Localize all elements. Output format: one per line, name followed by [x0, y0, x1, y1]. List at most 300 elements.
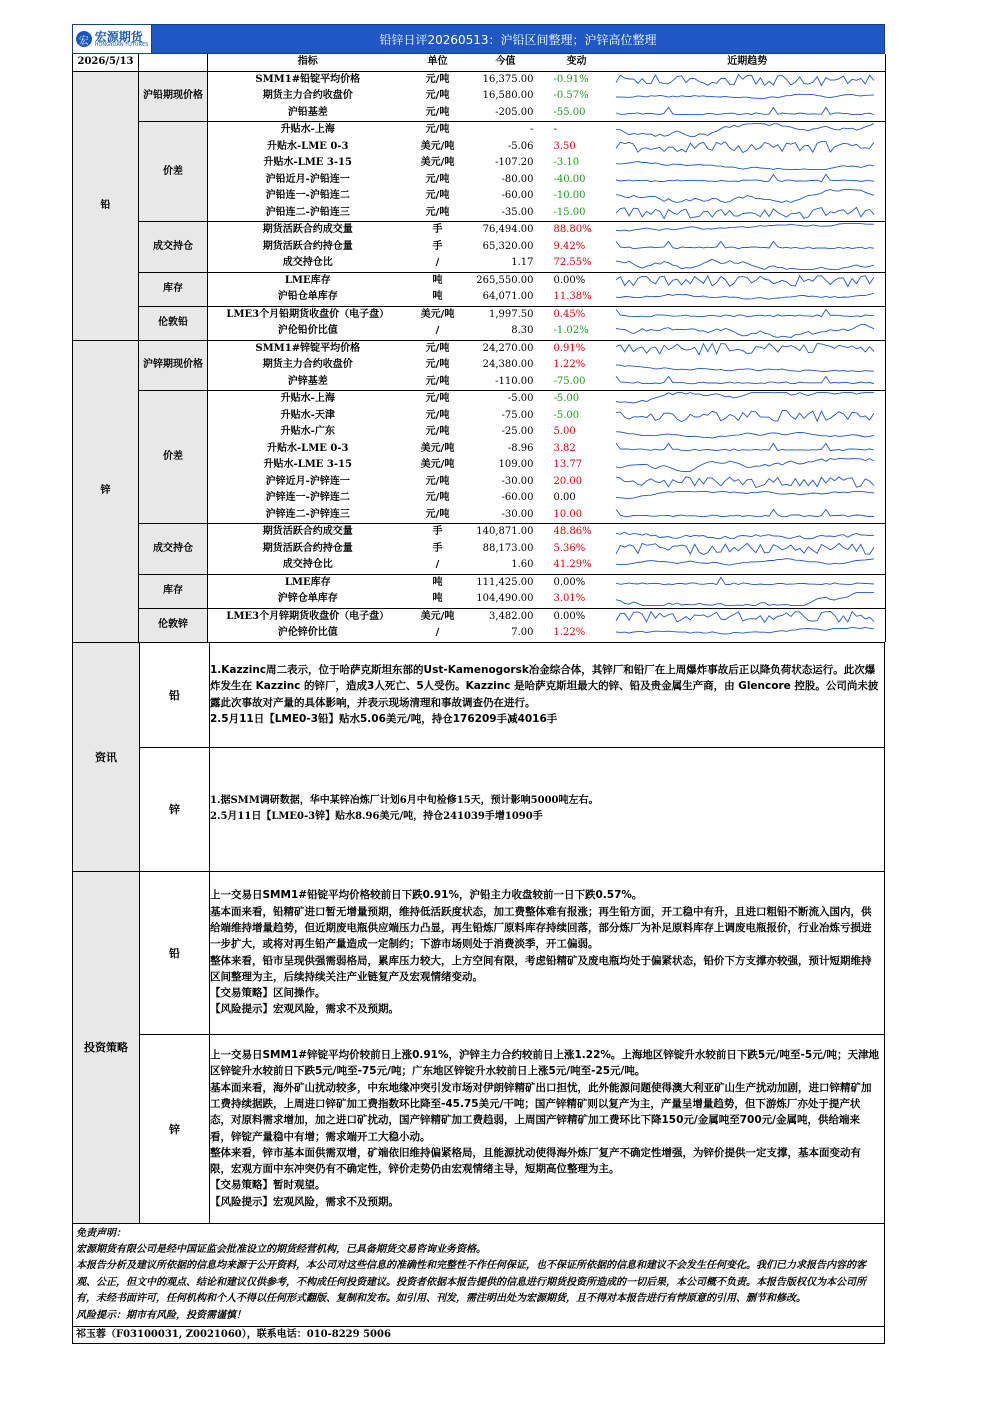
trend-chart — [610, 424, 884, 440]
trend-chart-line — [616, 476, 874, 487]
group-name: 伦敦锌 — [139, 608, 208, 642]
logo-mark-icon: 宏 — [76, 31, 92, 47]
indicator-unit: 美元/吨 — [408, 608, 468, 625]
change-value: -0.57% — [553, 90, 589, 102]
news-label: 资讯 — [73, 643, 140, 871]
indicator-unit: 吨 — [408, 272, 468, 289]
today-value: -110.00 — [495, 375, 534, 387]
trend-sparkline — [610, 441, 886, 458]
today-value: 265,550.00 — [468, 272, 544, 289]
indicator-name: 成交持仓比 — [282, 257, 333, 269]
indicator-unit: 吨 — [408, 574, 468, 591]
trend-sparkline — [610, 222, 886, 239]
indicator-unit: 美元/吨 — [420, 140, 455, 152]
change-value: -55.00 — [553, 106, 586, 118]
disclaimer-line-3: 风险提示：期市有风险，投资需谨慎！ — [76, 1309, 246, 1321]
news-zinc-text — [210, 748, 884, 871]
indicator-name: 沪铅连一-沪铅连二 — [265, 190, 350, 202]
group-name: 沪锌期现价格 — [139, 340, 208, 391]
indicator-name: 升贴水-天津 — [280, 409, 335, 421]
trend-sparkline — [610, 490, 886, 507]
change-value: 0.00% — [544, 608, 610, 625]
trend-chart-line — [616, 611, 874, 622]
report-title: 铅锌日评20260513：沪铅区间整理；沪锌高位整理 — [152, 25, 884, 53]
trend-chart-line — [616, 190, 874, 203]
trend-sparkline — [610, 122, 886, 139]
trend-chart-line — [616, 577, 874, 584]
change-value: -15.00 — [553, 206, 586, 218]
indicator-unit: 美元/吨 — [420, 442, 455, 454]
trend-chart — [610, 408, 884, 424]
disclaimer-title: 免责声明： — [76, 1227, 126, 1239]
indicator-unit: 元/吨 — [425, 190, 450, 202]
trend-sparkline — [610, 574, 886, 591]
trend-chart-line — [616, 432, 874, 438]
indicator-unit: / — [435, 257, 440, 269]
group-name: 伦敦铅 — [139, 306, 208, 340]
indicator-name: 升贴水-上海 — [208, 122, 408, 139]
indicator-unit: 手 — [432, 240, 443, 252]
trend-sparkline — [610, 71, 886, 88]
indicator-unit: 手 — [408, 524, 468, 541]
group-name: 价差 — [139, 122, 208, 222]
change-value: 5.00 — [553, 426, 576, 438]
indicator-name: 期货活跃合约成交量 — [208, 222, 408, 239]
change-value: -40.00 — [553, 173, 586, 185]
trend-sparkline — [610, 608, 886, 625]
indicator-unit: 元/吨 — [408, 122, 468, 139]
trend-chart — [610, 541, 884, 557]
indicator-unit: 元/吨 — [425, 90, 450, 102]
trend-chart — [610, 341, 884, 357]
indicator-unit: 美元/吨 — [420, 157, 455, 169]
trend-chart-line — [616, 376, 874, 383]
trend-chart-line — [616, 559, 874, 566]
col-indicator: 指标 — [208, 54, 408, 71]
trend-chart — [610, 307, 884, 323]
report-date: 2026/5/13 — [73, 54, 139, 71]
trend-chart — [610, 441, 884, 457]
change-value: 3.50 — [553, 140, 576, 152]
trend-chart — [610, 625, 884, 641]
trend-chart — [610, 474, 884, 490]
indicator-unit: 元/吨 — [425, 206, 450, 218]
indicator-unit: 元/吨 — [425, 409, 450, 421]
trend-sparkline — [610, 289, 886, 306]
change-value: -3.10 — [553, 157, 580, 169]
trend-sparkline — [610, 541, 886, 558]
trend-chart-line — [616, 627, 874, 634]
trend-chart-line — [616, 325, 874, 338]
change-value: - — [544, 122, 610, 139]
indicator-unit: 元/吨 — [425, 106, 450, 118]
disclaimer-line-2: 本报告分析及建议所依据的信息均来源于公开资料，本公司对这些信息的准确性和完整性不作任何保证，也不保证所依据的信息和建议不会发生任何变化。我们已力求报告内容的客观、公正，但文中的观点、结论和建议仅供参考，不构成任何投资建议。投资者依据本报告提供的信息进行期货投资所造成的一切后果，本公司概不负责。本报告版权仅为本公司所有，未经书面许可，任何机构和个人不得以任何形式翻版、复制和发布。如引用、刊发，需注明出处为宏源期货，且不得对本报告进行有悖原意的引用、删节和修改。 — [76, 1260, 866, 1305]
today-value: 8.30 — [511, 325, 534, 337]
strategy-lead-p5: 【风险提示】宏观风险，需求不及预期。 — [210, 1003, 399, 1016]
trend-sparkline — [610, 374, 886, 391]
indicator-unit: / — [435, 325, 440, 337]
trend-sparkline — [610, 205, 886, 222]
strategy-zinc-p4: 【交易策略】暂时观望。 — [210, 1179, 326, 1192]
change-value: -5.00 — [553, 409, 580, 421]
today-value: -60.00 — [501, 190, 534, 202]
strategy-zinc-p5: 【风险提示】宏观风险，需求不及预期。 — [210, 1195, 399, 1208]
trend-chart-line — [616, 410, 874, 421]
group-name: 成交持仓 — [139, 524, 208, 575]
trend-chart — [610, 490, 884, 506]
today-value: - — [468, 122, 544, 139]
news-lead-label: 铅 — [140, 643, 210, 747]
indicator-name: 沪铅仓单库存 — [277, 291, 338, 303]
indicator-name: 沪锌连二-沪锌连三 — [265, 508, 350, 520]
news-block — [72, 642, 885, 871]
trend-sparkline — [610, 391, 886, 408]
trend-sparkline — [610, 172, 886, 189]
strategy-lead-label: 铅 — [140, 872, 210, 1034]
change-value: -5.00 — [544, 391, 610, 408]
data-row — [73, 272, 886, 289]
indicator-unit: 吨 — [432, 291, 443, 303]
today-value: -5.00 — [468, 391, 544, 408]
today-value: 76,494.00 — [468, 222, 544, 239]
trend-chart-line — [616, 492, 874, 499]
today-value: 24,380.00 — [482, 359, 534, 371]
today-value: -205.00 — [495, 106, 534, 118]
trend-sparkline — [610, 306, 886, 323]
trend-chart-line — [616, 443, 874, 450]
trend-sparkline — [610, 139, 886, 156]
news-lead-text — [210, 643, 884, 747]
indicator-unit: 手 — [408, 222, 468, 239]
trend-sparkline — [610, 357, 886, 374]
today-value: 24,270.00 — [468, 340, 544, 357]
strategy-lead-p3: 整体来看，铅市呈现供强需弱格局，累库压力较大，上方空间有限，考虑铅精矿及废电瓶均处于偏紧状态，铅价下方支撑亦较强，预计短期维持区间整理为主，后续持续关注产业链复产及宏观情绪变动。 — [210, 954, 872, 983]
indicator-name: LME库存 — [208, 272, 408, 289]
today-value: 88,173.00 — [482, 542, 534, 554]
today-value: 1.60 — [511, 559, 534, 571]
today-value: -60.00 — [501, 492, 534, 504]
trend-chart-line — [616, 365, 874, 371]
today-value: 109.00 — [498, 459, 534, 471]
indicator-name: LME库存 — [208, 574, 408, 591]
indicator-name: SMM1#铅锭平均价格 — [208, 71, 408, 88]
change-value: 3.01% — [553, 593, 586, 605]
indicator-name: 升贴水-LME 3-15 — [263, 459, 352, 471]
trend-chart-line — [616, 343, 874, 354]
strategy-zinc-p1: 上一交易日SMM1#锌锭平均价较前日上涨0.91%，沪锌主力合约较前日上涨1.22%。上海地区锌锭升水较前日下跌5元/吨至-5元/吨；天津地区锌锭升水较前日下跌5元/吨至-75元/吨；广东地区锌锭升水较前日上涨5元/吨至-25元/吨。 — [210, 1049, 880, 1078]
trend-chart — [610, 255, 884, 271]
indicator-unit: 吨 — [432, 593, 443, 605]
report-header — [72, 24, 885, 54]
today-value: 7.00 — [511, 627, 534, 639]
trend-chart — [610, 122, 884, 138]
change-value: 13.77 — [553, 459, 583, 471]
trend-chart-line — [616, 309, 874, 316]
trend-chart — [610, 507, 884, 523]
col-today: 今值 — [468, 54, 544, 71]
disclaimer — [72, 1223, 885, 1327]
change-value: 3.82 — [553, 442, 576, 454]
trend-chart-line — [616, 124, 874, 137]
trend-chart — [610, 524, 884, 540]
logo-en: HONGYUAN FUTURES — [94, 41, 149, 48]
trend-sparkline — [610, 239, 886, 256]
indicator-name: 升贴水-广东 — [280, 426, 335, 438]
trend-sparkline — [610, 105, 886, 122]
indicator-name: LME3个月铅期货收盘价（电子盘） — [208, 306, 408, 323]
indicator-name: 沪铅近月-沪铅连一 — [265, 173, 350, 185]
change-value: 0.00 — [553, 492, 576, 504]
indicator-name: 期货主力合约收盘价 — [262, 359, 353, 371]
trend-chart-line — [616, 532, 874, 538]
strategy-lead-p4: 【交易策略】区间操作。 — [210, 987, 326, 1000]
group-name: 库存 — [139, 574, 208, 608]
indicator-unit: 元/吨 — [408, 340, 468, 357]
company-logo — [73, 25, 152, 53]
market-data-table — [72, 54, 886, 642]
trend-sparkline — [610, 625, 886, 642]
trend-chart — [610, 172, 884, 188]
trend-chart — [610, 374, 884, 390]
indicator-name: 沪伦锌价比值 — [277, 627, 338, 639]
strategy-lead-p2: 基本面来看，铅精矿进口暂无增量预期，维持低活跃度状态，加工费整体难有报涨；再生铅方面，开工稳中有升，且进口粗铅不断流入国内，供给端维持增量趋势，但近期废电瓶供应端压力凸显，再生铅炼厂原料库存持续回落，部分炼厂为补足原料库存上调废电瓶报价，行业冶炼亏损进一步扩大，或将对再生铅产量造成一定制约；下游市场则处于消费淡季，开工偏弱。 — [210, 905, 872, 951]
trend-chart-line — [616, 224, 874, 231]
trend-sparkline — [610, 323, 886, 340]
col-trend: 近期趋势 — [610, 54, 886, 71]
today-value: 1.17 — [511, 257, 534, 269]
indicator-unit: 元/吨 — [425, 173, 450, 185]
strategy-zinc-text — [210, 1035, 884, 1223]
change-value: 1.22% — [553, 627, 586, 639]
trend-chart-line — [616, 141, 874, 152]
trend-chart — [610, 457, 884, 473]
news-zinc-label: 锌 — [140, 748, 210, 871]
indicator-unit: / — [435, 627, 440, 639]
trend-chart-line — [616, 260, 874, 270]
section-category: 铅 — [73, 71, 139, 340]
trend-chart-line — [616, 275, 874, 286]
trend-sparkline — [610, 188, 886, 205]
indicator-unit: / — [435, 559, 440, 571]
data-row — [73, 306, 886, 323]
data-row — [73, 340, 886, 357]
trend-chart — [610, 72, 884, 88]
change-value: 48.86% — [544, 524, 610, 541]
indicator-name: 沪锌连一-沪锌连二 — [265, 492, 350, 504]
indicator-name: 期货活跃合约持仓量 — [262, 542, 353, 554]
today-value: -80.00 — [501, 173, 534, 185]
change-value: 5.36% — [553, 542, 586, 554]
report-sheet — [72, 24, 885, 1344]
trend-sparkline — [610, 457, 886, 474]
trend-chart — [610, 591, 884, 607]
indicator-name: 升贴水-LME 3-15 — [263, 157, 352, 169]
today-value: 16,375.00 — [468, 71, 544, 88]
data-row — [73, 122, 886, 139]
indicator-name: 升贴水-LME 0-3 — [267, 442, 349, 454]
trend-chart — [610, 105, 884, 121]
trend-chart-line — [616, 509, 874, 516]
indicator-name: 沪铅连二-沪铅连三 — [265, 206, 350, 218]
change-value: -10.00 — [553, 190, 586, 202]
column-header-row — [73, 54, 886, 71]
indicator-name: 期货活跃合约持仓量 — [262, 240, 353, 252]
change-value: 72.55% — [553, 257, 592, 269]
today-value: -107.20 — [495, 157, 534, 169]
logo-cn: 宏源期货 — [94, 29, 143, 44]
indicator-name: 期货活跃合约成交量 — [208, 524, 408, 541]
change-value: 11.38% — [553, 291, 592, 303]
change-value: 0.91% — [544, 340, 610, 357]
change-value: 1.22% — [553, 359, 586, 371]
news-zinc-p2: 2.5月11日【LME0-3锌】贴水8.96美元/吨，持仓241039手增1090手 — [210, 811, 543, 822]
trend-chart — [610, 391, 884, 407]
strategy-lead-text — [210, 872, 884, 1034]
indicator-unit: 元/吨 — [408, 71, 468, 88]
col-blank — [139, 54, 208, 71]
disclaimer-line-1: 宏源期货有限公司是经中国证监会批准设立的期货经营机构，已具备期货交易咨询业务资格。 — [76, 1243, 486, 1255]
indicator-name: 成交持仓比 — [282, 559, 333, 571]
news-lead-p2: 2.5月11日【LME0-3铅】贴水5.06美元/吨，持仓176209手减4016手 — [210, 712, 558, 725]
change-value: -0.91% — [544, 71, 610, 88]
trend-chart-line — [616, 294, 874, 300]
indicator-unit: 美元/吨 — [408, 306, 468, 323]
trend-chart-line — [616, 94, 874, 98]
trend-chart — [610, 557, 884, 573]
group-name: 价差 — [139, 391, 208, 524]
trend-chart — [610, 88, 884, 104]
today-value: 1,997.50 — [468, 306, 544, 323]
indicator-unit: 美元/吨 — [420, 459, 455, 471]
today-value: 64,071.00 — [482, 291, 534, 303]
trend-sparkline — [610, 255, 886, 272]
trend-chart-line — [616, 207, 874, 218]
trend-chart — [610, 239, 884, 255]
news-zinc-p1: 1.据SMM调研数据，华中某锌冶炼厂计划6月中旬检修15天，预计影响5000吨左右。 — [210, 794, 599, 806]
news-lead-p1: 1.Kazzinc周二表示，位于哈萨克斯坦东部的Ust-Kamenogorsk冶金综合体，其锌厂和铅厂在上周爆炸事故后正以降负荷状态运行。此次爆炸发生在 Kazzinc 的锌厂，造成3人死亡、5人受伤。Kazzinc 是哈萨克斯坦最大的锌、铅及贵金属生产商，由 Glencore 控股。公司尚未披露此次事故对产量的具体影响，并表示现场清理和事故调查仍在进行。 — [210, 663, 879, 709]
trend-chart-line — [616, 593, 874, 606]
indicator-name: 升贴水-LME 0-3 — [267, 140, 349, 152]
trend-chart-line — [616, 393, 874, 403]
indicator-name: 沪铅基差 — [287, 106, 328, 118]
indicator-name: LME3个月锌期货收盘价（电子盘） — [208, 608, 408, 625]
today-value: -5.06 — [507, 140, 534, 152]
group-name: 成交持仓 — [139, 222, 208, 273]
trend-chart — [610, 609, 884, 625]
trend-chart — [610, 155, 884, 171]
trend-chart-line — [616, 162, 874, 170]
indicator-unit: 元/吨 — [425, 426, 450, 438]
strategy-lead-p1: 上一交易日SMM1#铅锭平均价格较前日下跌0.91%，沪铅主力收盘较前一日下跌0.57%。 — [210, 889, 643, 902]
trend-chart — [610, 575, 884, 591]
today-value: -35.00 — [501, 206, 534, 218]
trend-chart — [610, 289, 884, 305]
col-change: 变动 — [544, 54, 610, 71]
data-row — [73, 71, 886, 88]
indicator-unit: 元/吨 — [408, 391, 468, 408]
indicator-name: 沪锌仓单库存 — [277, 593, 338, 605]
trend-chart-line — [616, 543, 874, 554]
today-value: -8.96 — [507, 442, 534, 454]
change-value: 9.42% — [553, 240, 586, 252]
indicator-unit: 元/吨 — [425, 492, 450, 504]
change-value: 0.45% — [544, 306, 610, 323]
trend-sparkline — [610, 340, 886, 357]
today-value: 140,871.00 — [468, 524, 544, 541]
today-value: 3,482.00 — [468, 608, 544, 625]
indicator-unit: 手 — [432, 542, 443, 554]
analyst-contact: 祁玉蓉（F03100031, Z0021060），联系电话：010-8229 5006 — [72, 1327, 885, 1344]
indicator-name: 沪锌近月-沪锌连一 — [265, 475, 350, 487]
strategy-zinc-label: 锌 — [140, 1035, 210, 1223]
trend-sparkline — [610, 507, 886, 524]
trend-chart — [610, 357, 884, 373]
trend-sparkline — [610, 155, 886, 172]
trend-chart — [610, 222, 884, 238]
today-value: 16,580.00 — [482, 90, 534, 102]
trend-chart — [610, 188, 884, 204]
trend-chart-line — [616, 174, 874, 181]
today-value: 104,490.00 — [476, 593, 534, 605]
trend-chart-line — [616, 241, 874, 248]
trend-chart-line — [616, 459, 874, 472]
strategy-block — [72, 871, 885, 1223]
group-name: 沪铅期现价格 — [139, 71, 208, 122]
trend-sparkline — [610, 474, 886, 491]
indicator-name: 升贴水-上海 — [208, 391, 408, 408]
strategy-zinc-p3: 整体来看，锌市基本面供需双增，矿端依旧维持偏紧格局，且能源扰动使得海外炼厂复产不确定性增强，为锌价提供一定支撑，基本面变动有限，宏观方面中东冲突仍有不确定性，锌价走势仍由宏观情绪主导，短期高位整理为主。 — [210, 1146, 861, 1176]
trend-sparkline — [610, 591, 886, 608]
today-value: -30.00 — [501, 508, 534, 520]
change-value: -1.02% — [553, 325, 589, 337]
today-value: 65,320.00 — [482, 240, 534, 252]
col-unit: 单位 — [408, 54, 468, 71]
strategy-zinc-p2: 基本面来看，海外矿山扰动较多，中东地缘冲突引发市场对伊朗锌精矿出口担忧，此外能源问题使得澳大利亚矿山生产扰动加剧，进口锌精矿加工费持续据跌，上周进口锌矿加工费指数环比降至-45.75美元/干吨；国产锌精矿则以复产为主，产量呈增量趋势，但下游炼厂亦处于提产状态，对原料需求增加，加之进口矿扰动，国产锌精矿加工费趋弱，上周国产锌精矿加工费环比下降150元/金属吨至700元/金属吨，供给端来看，锌锭产量稳中有增；需求端开工大稳小动。 — [210, 1081, 872, 1143]
change-value: 0.00% — [544, 574, 610, 591]
trend-sparkline — [610, 424, 886, 441]
trend-sparkline — [610, 272, 886, 289]
indicator-name: 沪伦铅价比值 — [277, 325, 338, 337]
trend-chart — [610, 273, 884, 289]
indicator-name: 期货主力合约收盘价 — [262, 90, 353, 102]
indicator-name: 沪锌基差 — [287, 375, 328, 387]
trend-sparkline — [610, 557, 886, 574]
data-row — [73, 222, 886, 239]
trend-chart — [610, 323, 884, 339]
trend-chart-line — [616, 107, 874, 114]
data-row — [73, 574, 886, 591]
trend-chart-line — [616, 74, 874, 85]
indicator-unit: 元/吨 — [425, 375, 450, 387]
today-value: 111,425.00 — [468, 574, 544, 591]
change-value: 88.80% — [544, 222, 610, 239]
data-row — [73, 608, 886, 625]
data-row — [73, 391, 886, 408]
indicator-unit: 元/吨 — [425, 359, 450, 371]
today-value: -25.00 — [501, 426, 534, 438]
change-value: -75.00 — [553, 375, 586, 387]
indicator-unit: 元/吨 — [425, 508, 450, 520]
change-value: 20.00 — [553, 475, 583, 487]
change-value: 0.00% — [544, 272, 610, 289]
trend-chart — [610, 205, 884, 221]
section-category: 锌 — [73, 340, 139, 642]
trend-sparkline — [610, 524, 886, 541]
change-value: 10.00 — [553, 508, 583, 520]
change-value: 41.29% — [553, 559, 592, 571]
data-row — [73, 524, 886, 541]
trend-sparkline — [610, 88, 886, 105]
